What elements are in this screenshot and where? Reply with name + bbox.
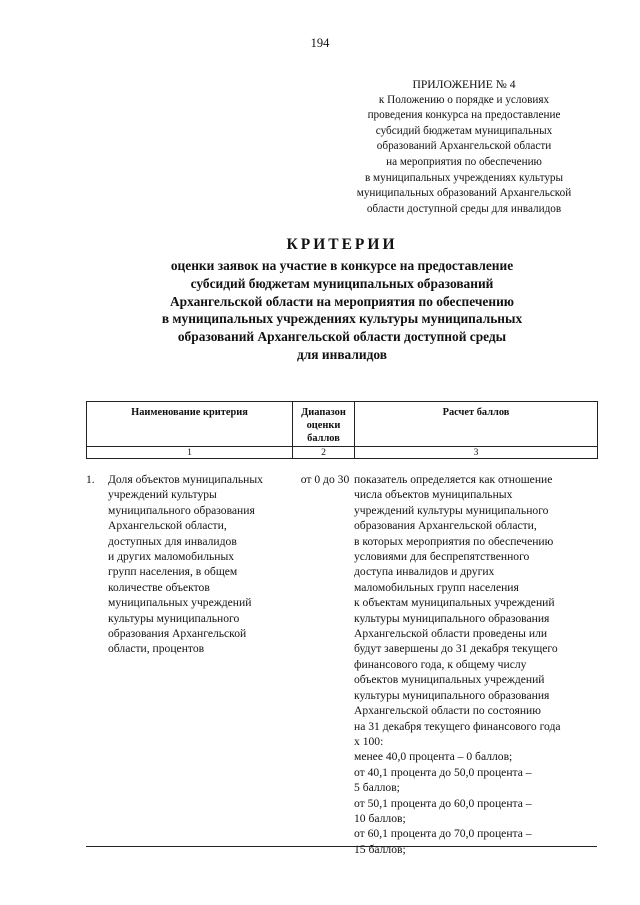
- criteria-table: [86, 401, 598, 459]
- calculation-line: показатель определяется как отношение: [354, 473, 553, 486]
- appendix-line: на мероприятия по обеспечению: [386, 155, 542, 168]
- calculation-line: к объектам муниципальных учреждений: [354, 596, 555, 610]
- table-bottom-rule: [86, 846, 597, 847]
- document-subheading: [0, 257, 640, 364]
- criterion-line: Архангельской области,: [108, 519, 227, 533]
- score-range-cell: от 0 до 30: [300, 473, 350, 486]
- page-number: 194: [310, 36, 330, 50]
- subheading-line: для инвалидов: [297, 346, 387, 362]
- document-heading: КРИТЕРИИ: [286, 236, 398, 253]
- table-column-numbers-row: [87, 447, 598, 459]
- calculation-line: х 100:: [354, 734, 384, 748]
- calculation-line: на 31 декабря текущего финансового года: [354, 719, 561, 733]
- calculation-line: менее 40,0 процента – 0 баллов;: [354, 750, 513, 764]
- calculation-line: культуры муниципального образования: [354, 611, 550, 625]
- criterion-line: культуры муниципального: [108, 611, 240, 625]
- criterion-line: области, процентов: [108, 642, 205, 656]
- appendix-line: области доступной среды для инвалидов: [366, 202, 562, 215]
- subheading-line: субсидий бюджетам муниципальных образований: [190, 275, 494, 291]
- appendix-block: [326, 77, 602, 217]
- criterion-line: учреждений культуры: [108, 488, 217, 502]
- calculation-line: Архангельской области проведены или: [354, 627, 548, 641]
- column-number: 3: [355, 447, 598, 459]
- criterion-text: [108, 472, 292, 657]
- column-number: 2: [293, 447, 355, 459]
- subheading-line: образований Архангельской области доступной среды: [177, 329, 507, 345]
- calculation-line: от 50,1 процента до 60,0 процента –: [354, 796, 532, 810]
- appendix-line: муниципальных образований Архангельской: [356, 187, 572, 200]
- header-score-range: Диапазон оценки баллов: [293, 402, 355, 447]
- calculation-line: числа объектов муниципальных: [354, 488, 513, 502]
- subheading-line: в муниципальных учреждениях культуры муниципальных: [161, 311, 523, 327]
- criterion-line: муниципальных учреждений: [108, 596, 252, 610]
- calculation-line: будут завершены до 31 декабря текущего: [354, 642, 558, 656]
- calculation-line: образования Архангельской области,: [354, 519, 537, 533]
- appendix-line: в муниципальных учреждениях культуры: [364, 171, 564, 184]
- calculation-line: доступа инвалидов и других: [354, 565, 495, 579]
- calculation-line: Архангельской области по состоянию: [354, 704, 541, 718]
- calculation-line: культуры муниципального образования: [354, 688, 550, 702]
- subheading-line: оценки заявок на участие в конкурсе на предоставление: [170, 258, 514, 273]
- calculation-line: 10 баллов;: [354, 811, 406, 825]
- calculation-line: маломобильных групп населения: [354, 580, 519, 594]
- appendix-line: субсидий бюджетам муниципальных: [375, 124, 553, 137]
- column-number: 1: [87, 447, 293, 459]
- calculation-line: 15 баллов;: [354, 842, 406, 856]
- criterion-line: доступных для инвалидов: [108, 534, 237, 548]
- calculation-line: финансового года, к общему числу: [354, 657, 527, 671]
- criterion-line: групп населения, в общем: [108, 565, 238, 579]
- calculation-line: условиями для беспрепятственного: [354, 550, 530, 564]
- criterion-line: муниципального образования: [108, 503, 255, 517]
- criterion-line: Доля объектов муниципальных: [108, 473, 263, 486]
- calculation-line: от 40,1 процента до 50,0 процента –: [354, 765, 532, 779]
- appendix-title: ПРИЛОЖЕНИЕ № 4: [412, 78, 516, 91]
- subheading-line: Архангельской области на мероприятия по обеспечению: [169, 293, 515, 309]
- appendix-line: к Положению о порядке и условиях: [378, 93, 550, 106]
- calculation-line: объектов муниципальных учреждений: [354, 673, 545, 687]
- appendix-line: проведения конкурса на предоставление: [367, 109, 561, 122]
- appendix-line: образований Архангельской области: [376, 140, 552, 153]
- header-score-calculation: Расчет баллов: [355, 402, 598, 447]
- criterion-line: количестве объектов: [108, 580, 210, 594]
- table-header-row: [87, 402, 598, 447]
- header-criterion-name: Наименование критерия: [87, 402, 293, 447]
- calculation-line: 5 баллов;: [354, 781, 400, 795]
- calculation-line: учреждений культуры муниципального: [354, 503, 549, 517]
- score-calculation-cell: [354, 472, 596, 857]
- criterion-line: образования Архангельской: [108, 627, 247, 641]
- criterion-line: и других маломобильных: [108, 550, 235, 564]
- row-index: 1.: [86, 473, 95, 486]
- calculation-line: от 60,1 процента до 70,0 процента –: [354, 827, 532, 841]
- calculation-line: в которых мероприятия по обеспечению: [354, 534, 554, 548]
